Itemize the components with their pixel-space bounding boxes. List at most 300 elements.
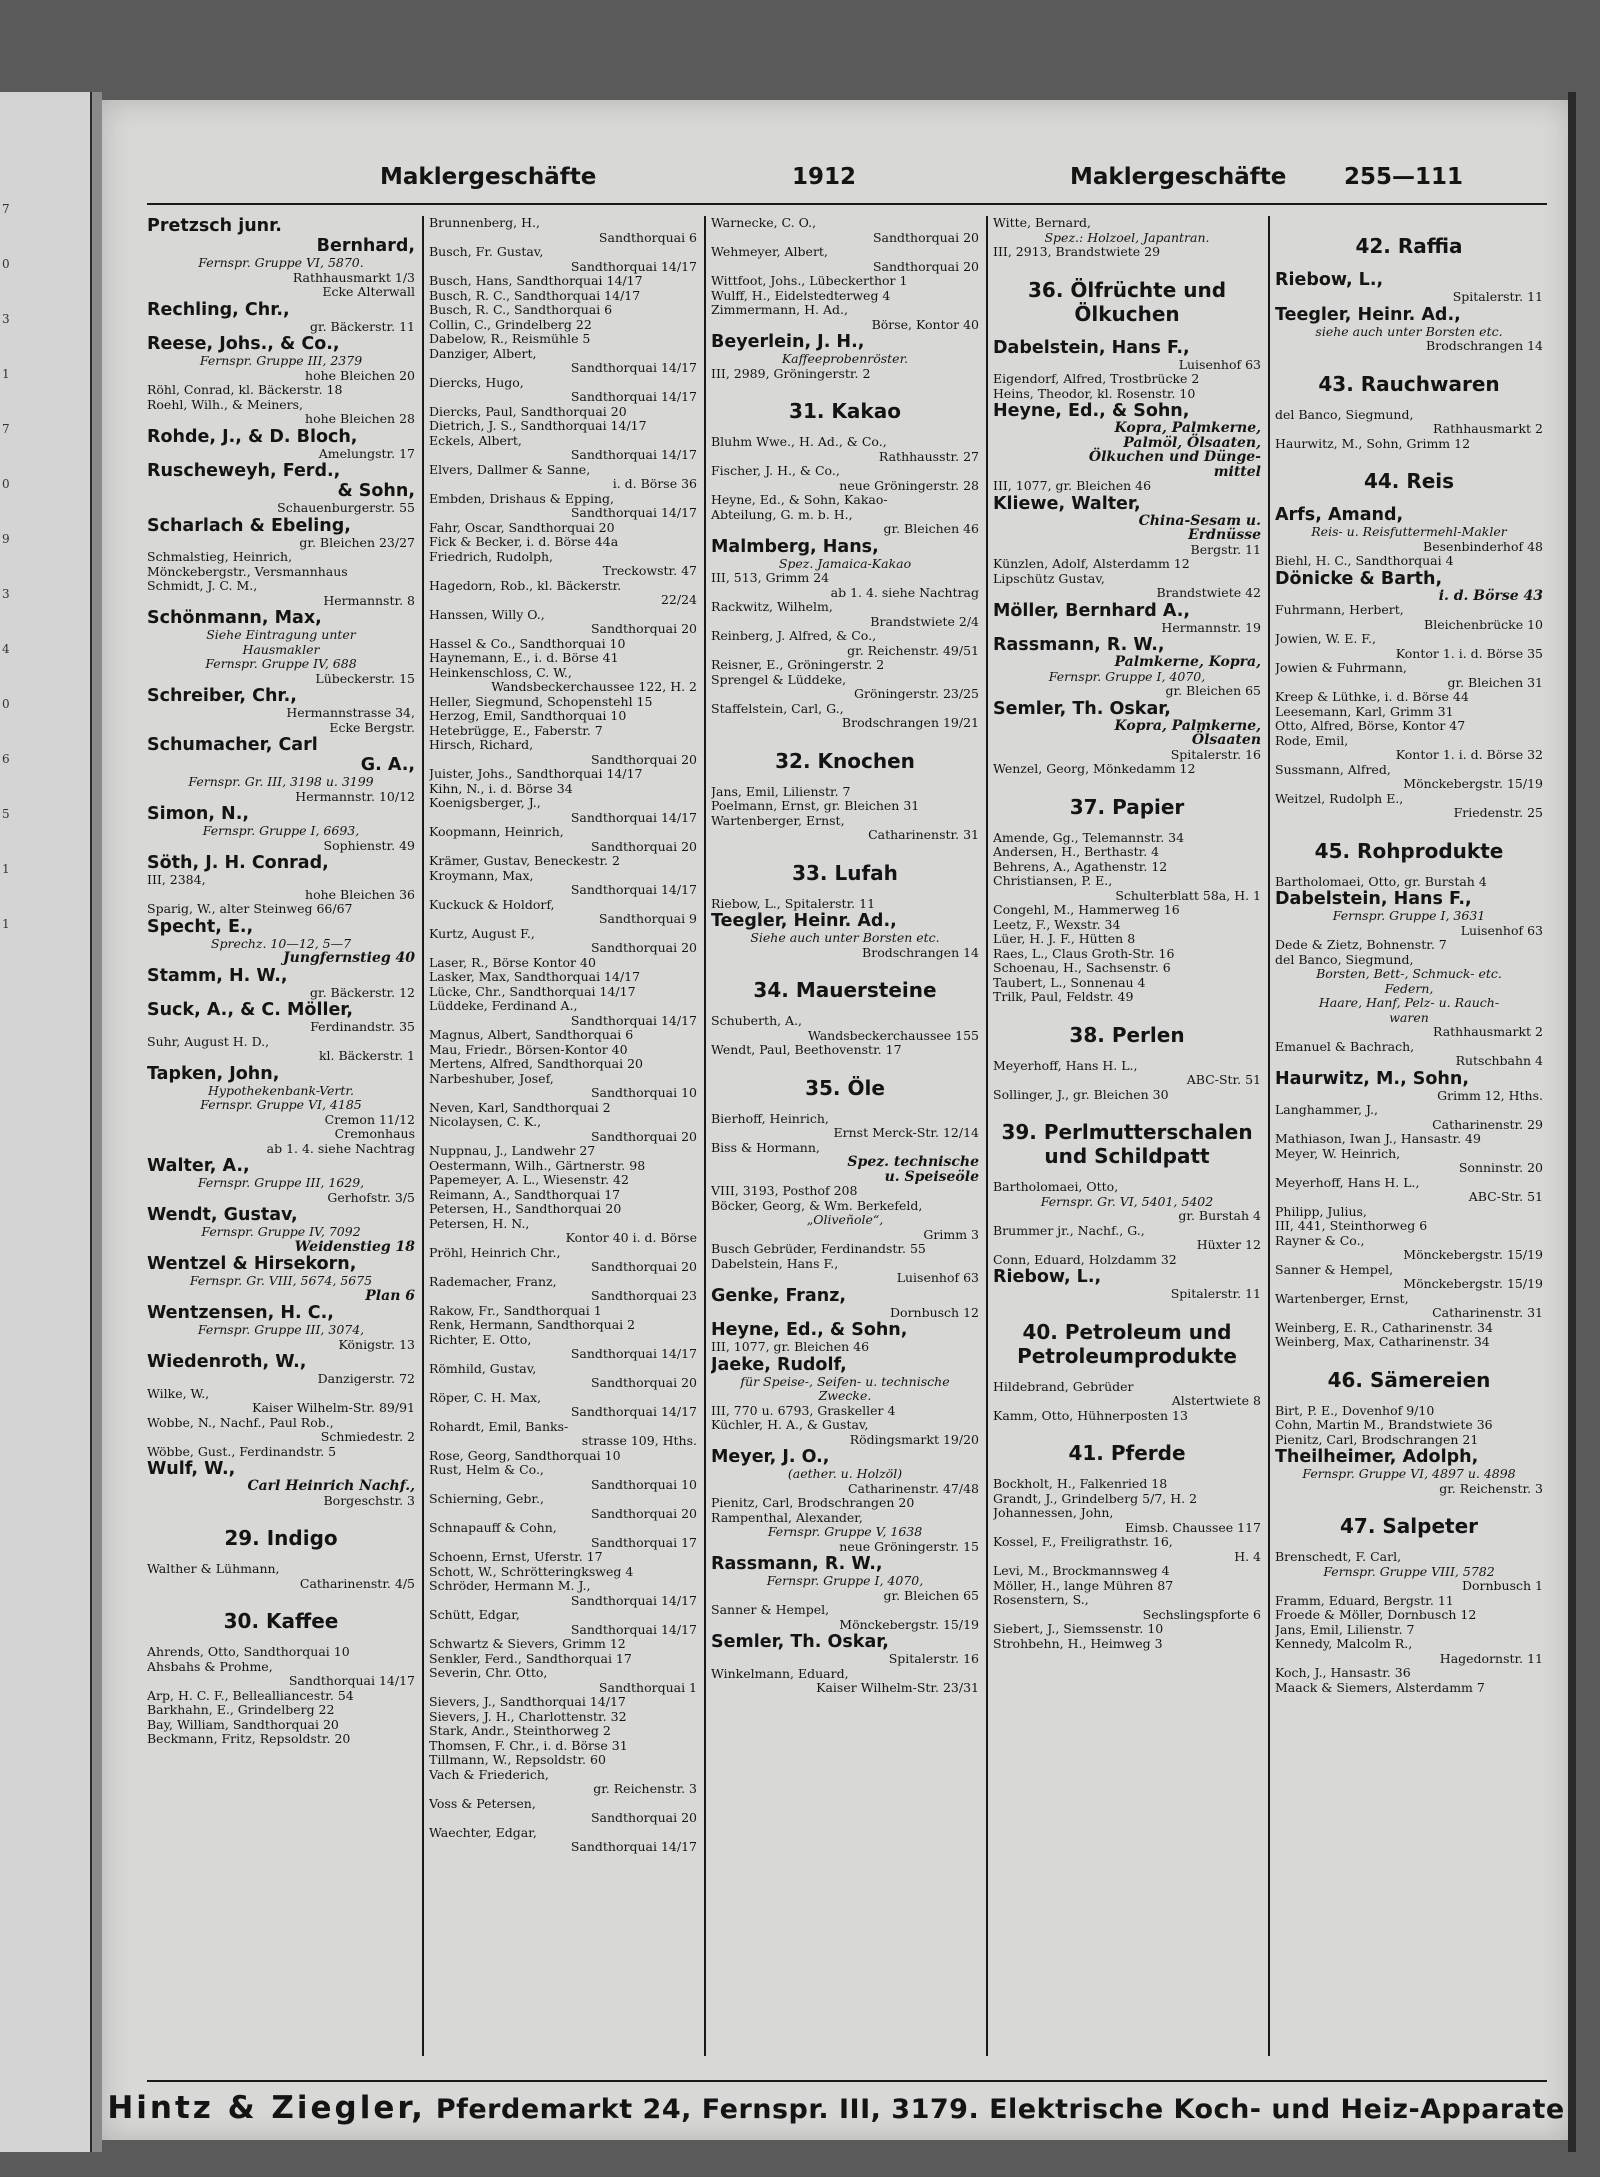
entry-address: Sandthorquai 14/17 (570, 1346, 697, 1361)
entry-line: Froede & Möller, Dornbusch 12 (1275, 1607, 1477, 1622)
entry-line: Schwartz & Sievers, Grimm 12 (429, 1636, 626, 1651)
entry-name: Möller, Bernhard A., (993, 600, 1191, 621)
entry-address: Spitalerstr. 11 (1170, 1286, 1261, 1301)
section-heading: 29. Indigo (224, 1526, 338, 1550)
entry-address: Sandthorquai 14/17 (570, 1839, 697, 1854)
entry-address: Mönckebergstr. 15/19 (839, 1616, 979, 1632)
entry-line: Diercks, Hugo, (429, 374, 524, 390)
column-2 (429, 216, 697, 2096)
entry-address: Luisenhof 63 (896, 1270, 979, 1285)
entry-address: Ecke Bergstr. (329, 719, 415, 735)
directory-entry (993, 601, 1261, 636)
entry-note: Zwecke. (818, 1388, 872, 1403)
prev-page-fragment: 6 (2, 752, 10, 766)
entry-address: Kontor 40 i. d. Börse (565, 1230, 697, 1245)
column-divider (1268, 216, 1270, 2056)
entry-note: Fernspr. Gruppe VI, 5870. (198, 255, 364, 270)
directory-entry (993, 401, 1261, 494)
entry-emphasis: u. Speiseöle (884, 1168, 979, 1185)
entry-address: Hermannstr. 19 (1161, 619, 1261, 635)
entry-name: Ruscheweyh, Ferd., (147, 461, 341, 481)
entry-line: Strohbehn, H., Heimweg 3 (993, 1635, 1163, 1651)
entry-note: Hypothekenbank-Vertr. (207, 1082, 354, 1098)
entry-line: Voss & Petersen, (429, 1795, 536, 1811)
entry-name: Söth, J. H. Conrad, (147, 853, 329, 873)
entry-name: Rassmann, R. W., (993, 635, 1165, 655)
prev-page-fragment: 3 (2, 312, 10, 326)
entry-address: Sandthorquai 14/17 (570, 389, 697, 404)
entry-line: Weinberg, E. R., Catharinenstr. 34 (1275, 1319, 1493, 1335)
entry-address: Schmiedestr. 2 (320, 1429, 415, 1444)
entry-address: Sandthorquai 6 (598, 229, 697, 245)
directory-entry (147, 216, 415, 300)
entry-line: Staffelstein, Carl, G., (711, 700, 844, 716)
entry-note: Spez. Jamaica-Kakao (778, 555, 912, 571)
entry-line: Rode, Emil, (1275, 732, 1349, 748)
entry-note: Fernspr. Gruppe I, 4070, (766, 1573, 924, 1588)
entry-line: Wartenberger, Ernst, (711, 812, 845, 828)
column-1 (147, 216, 415, 2096)
entry-address: Kaiser Wilhelm-Str. 89/91 (252, 1400, 415, 1415)
entry-address: hohe Bleichen 36 (305, 886, 415, 902)
entry-line: Bartholomaei, Otto, (993, 1179, 1119, 1194)
entry-line: Bierhoff, Heinrich, (711, 1110, 829, 1126)
entry-line: Dabelow, R., Reismühle 5 (429, 331, 591, 346)
entry-line: III, 2913, Brandstwiete 29 (993, 244, 1161, 259)
directory-entry (147, 917, 415, 966)
section-heading: 40. Petroleum und Petroleumprodukte (1017, 1319, 1237, 1368)
entry-address: Sandthorquai 20 (590, 621, 697, 636)
entry-line: Philipp, Julius, (1275, 1203, 1367, 1219)
entry-address: Sandthorquai 20 (590, 838, 697, 854)
entry-address: Catharinenstr. 31 (1432, 1305, 1543, 1320)
entry-line: III, 441, Steinthorweg 6 (1275, 1218, 1428, 1233)
entry-line: Stark, Andr., Steinthorweg 2 (429, 1723, 611, 1738)
entry-line: Nuppnau, J., Landwehr 27 (429, 1143, 596, 1158)
entry-line: Schmalstieg, Heinrich, (147, 549, 293, 564)
entry-address: H. 4 (1234, 1548, 1261, 1564)
entry-line: Sussmann, Alfred, (1275, 761, 1391, 777)
directory-entry (1275, 270, 1543, 305)
entry-address: Luisenhof 63 (1460, 922, 1543, 938)
entry-line: Schott, W., Schrötteringksweg 4 (429, 1563, 634, 1579)
entry-note: für Speise-, Seifen- u. technische (740, 1373, 950, 1389)
directory-entry (711, 1632, 979, 1696)
directory-entry (711, 785, 979, 843)
entry-address: Sandthorquai 20 (590, 1810, 697, 1825)
entry-note: siehe auch unter Borsten etc. (1315, 323, 1503, 339)
entry-note: Hausmakler (242, 641, 320, 657)
entry-address: Catharinenstr. 4/5 (299, 1575, 415, 1591)
entry-line: Kamm, Otto, Hühnerposten 13 (993, 1407, 1188, 1423)
entry-line: Rust, Helm & Co., (429, 1462, 544, 1477)
entry-address: Ernst Merck-Str. 12/14 (833, 1125, 979, 1140)
entry-emphasis: Kopra, Palmkerne, (1114, 420, 1261, 436)
entry-address: Sandthorquai 20 (590, 1259, 697, 1274)
entry-line: Zimmermann, H. Ad., (711, 302, 848, 317)
entry-line: Lüddeke, Ferdinand A., (429, 998, 578, 1013)
entry-line: Rademacher, Franz, (429, 1273, 557, 1289)
entry-line: Jans, Emil, Lilienstr. 7 (1275, 1621, 1415, 1637)
directory-entry (993, 1180, 1261, 1267)
directory-entry (1275, 569, 1543, 821)
entry-line: Hirsch, Richard, (429, 737, 534, 752)
footer-brand: Hintz & Ziegler, (107, 2090, 426, 2126)
entry-line: Raes, L., Claus Groth-Str. 16 (993, 945, 1175, 961)
entry-line: Lipschütz Gustav, (993, 570, 1105, 586)
entry-line: Mertens, Alfred, Sandthorquai 20 (429, 1056, 644, 1071)
directory-entry (711, 1320, 979, 1355)
entry-address: Sandthorquai 14/17 (570, 1404, 697, 1419)
directory-entry (993, 831, 1261, 1005)
entry-line: Schoenn, Ernst, Uferstr. 17 (429, 1549, 603, 1564)
section-heading: 42. Raffia (1355, 234, 1463, 258)
entry-address: Besenbinderhof 48 (1423, 538, 1543, 554)
entry-name: Wentzensen, H. C., (147, 1303, 334, 1323)
entry-address: 22/24 (660, 592, 697, 607)
entry-line: Andersen, H., Berthastr. 4 (993, 844, 1160, 859)
directory-entry (147, 1064, 415, 1157)
entry-line: Fischer, J. H., & Co., (711, 463, 840, 478)
entry-note: Federn, (1384, 980, 1434, 996)
entry-address: Sandthorquai 20 (872, 258, 979, 274)
entry-line: Röper, C. H. Max, (429, 1389, 542, 1405)
entry-line: Bartholomaei, Otto, gr. Burstah 4 (1275, 873, 1487, 889)
entry-line: Hetebrügge, E., Faberstr. 7 (429, 722, 603, 738)
entry-line: Richter, E. Otto, (429, 1331, 532, 1347)
section-heading: 37. Papier (1069, 794, 1185, 819)
entry-line: Mönckebergstr., Versmannhaus (147, 563, 348, 579)
entry-address: Brodschrangen 14 (1426, 338, 1543, 353)
entry-line: III, 1077, gr. Bleichen 46 (711, 1339, 870, 1354)
entry-note: Fernspr. Gr. VIII, 5674, 5675 (189, 1273, 373, 1288)
entry-line: Eckels, Albert, (429, 432, 522, 448)
entry-address: Bergstr. 11 (1190, 541, 1261, 557)
prev-page-fragment: 3 (2, 587, 10, 601)
entry-line: III, 513, Grimm 24 (711, 570, 830, 585)
directory-entry (711, 537, 979, 731)
entry-line: Neven, Karl, Sandthorquai 2 (429, 1099, 611, 1115)
entry-line: Krämer, Gustav, Beneckestr. 2 (429, 853, 620, 868)
entry-address: gr. Bleichen 46 (883, 521, 979, 536)
entry-note: Haare, Hanf, Pelz- u. Rauch- (1318, 995, 1500, 1010)
entry-line: Warnecke, C. O., (711, 216, 817, 230)
entry-address: Kaiser Wilhelm-Str. 23/31 (816, 1680, 979, 1695)
directory-entry (711, 1355, 979, 1419)
directory-page (102, 100, 1570, 2140)
directory-entry (993, 635, 1261, 699)
directory-entry (147, 1303, 415, 1352)
entry-address: Dornbusch 12 (890, 1304, 979, 1320)
entry-address: Wandsbeckerchaussee 155 (807, 1027, 979, 1043)
entry-address: Catharinenstr. 47/48 (847, 1480, 979, 1496)
prev-page-fragment: 1 (2, 862, 10, 876)
entry-line: Elvers, Dallmer & Sanne, (429, 461, 591, 477)
entry-line: Mau, Friedr., Börsen-Kontor 40 (429, 1041, 628, 1057)
directory-entry (147, 1000, 415, 1064)
entry-address: Sandthorquai 20 (590, 940, 697, 955)
entry-line: Reimann, A., Sandthorquai 17 (429, 1186, 621, 1202)
entry-line: Conn, Eduard, Holzdamm 32 (993, 1251, 1177, 1267)
entry-address: Sandthorquai 10 (590, 1476, 697, 1492)
entry-address: hohe Bleichen 20 (305, 367, 415, 383)
entry-line: Tillmann, W., Repsoldstr. 60 (429, 1752, 606, 1767)
entry-line: Grandt, J., Grindelberg 5/7, H. 2 (993, 1490, 1198, 1506)
entry-line: Rose, Georg, Sandthorquai 10 (429, 1447, 621, 1463)
entry-address: Sandthorquai 20 (590, 751, 697, 767)
entry-line: Meyerhoff, Hans H. L., (993, 1057, 1138, 1073)
entry-address: Mönckebergstr. 15/19 (1403, 1276, 1543, 1291)
previous-page-edge (0, 92, 92, 2152)
entry-name: Heyne, Ed., & Sohn, (993, 401, 1190, 421)
directory-entry (993, 1059, 1261, 1103)
entry-address: Rathhausmarkt 2 (1433, 421, 1543, 436)
entry-line: Schuberth, A., (711, 1013, 803, 1028)
entry-name-cont: Bernhard, (316, 236, 415, 256)
section-heading: 44. Reis (1363, 469, 1455, 493)
entry-line: Lasker, Max, Sandthorquai 14/17 (429, 969, 641, 984)
entry-address: Danzigerstr. 72 (317, 1371, 415, 1386)
entry-address: Gröningerstr. 23/25 (854, 686, 979, 701)
directory-entry (147, 686, 415, 735)
entry-address: Brandstwiete 42 (1156, 585, 1261, 600)
entry-address: gr. Bleichen 31 (1447, 674, 1543, 690)
entry-address: Sandthorquai 14/17 (570, 1012, 697, 1028)
entry-line: Schnapauff & Cohn, (429, 1520, 557, 1535)
entry-name: Rechling, Chr., (147, 299, 290, 320)
entry-line: Fick & Becker, i. d. Börse 44a (429, 534, 619, 549)
entry-name: Jaeke, Rudolf, (711, 1354, 847, 1375)
entry-line: Wittfoot, Johs., Lübeckerthor 1 (711, 273, 908, 288)
entry-line: Jowien, W. E. F., (1275, 631, 1376, 646)
entry-line: Rayner & Co., (1275, 1232, 1365, 1248)
entry-line: III, 1077, gr. Bleichen 46 (993, 478, 1152, 493)
column-5 (1275, 216, 1543, 2096)
entry-note: Siehe Eintragung unter (206, 627, 356, 642)
entry-address: ab 1. 4. siehe Nachtrag (830, 584, 979, 600)
section-heading: 47. Salpeter (1339, 1514, 1479, 1538)
entry-name-cont: & Sohn, (337, 481, 415, 501)
entry-line: Cohn, Martin M., Brandstwiete 36 (1275, 1417, 1493, 1432)
entry-line: Jans, Emil, Lilienstr. 7 (711, 783, 851, 799)
directory-entry (147, 427, 415, 462)
entry-name: Walter, A., (147, 1156, 250, 1176)
header-year: 1912 (792, 164, 857, 190)
entry-name: Haurwitz, M., Sohn, (1275, 1068, 1469, 1089)
entry-line: Senkler, Ferd., Sandthorquai 17 (429, 1650, 632, 1666)
entry-name: Riebow, L., (993, 1267, 1102, 1287)
entry-line: Pienitz, Carl, Brodschrangen 21 (1275, 1431, 1479, 1447)
entry-address: Börse, Kontor 40 (871, 316, 979, 332)
entry-address: Luisenhof 63 (1178, 356, 1261, 372)
entry-line: Busch, Fr. Gustav, (429, 244, 544, 259)
entry-name: Tapken, John, (147, 1063, 280, 1084)
entry-line: Brunnenberg, H., (429, 216, 540, 230)
entry-emphasis: Ölsaaten (1191, 732, 1261, 748)
entry-line: Vach & Friederich, (429, 1766, 549, 1782)
entry-line: Hagedorn, Rob., kl. Bäckerstr. (429, 577, 622, 593)
entry-line: Sievers, J. H., Charlottenstr. 32 (429, 1708, 627, 1724)
entry-address: Brodschrangen 14 (862, 944, 979, 960)
directory-entry (1275, 505, 1543, 569)
entry-name: Schönmann, Max, (147, 608, 322, 628)
section-heading: 30. Kaffee (223, 1609, 339, 1633)
entry-name: Genke, Franz, (711, 1285, 847, 1306)
directory-entry (993, 1477, 1261, 1651)
entry-line: Thomsen, F. Chr., i. d. Börse 31 (429, 1737, 628, 1753)
entry-line: Oestermann, Wilh., Gärtnerstr. 98 (429, 1157, 646, 1173)
directory-entry (147, 1254, 415, 1303)
entry-name: Teegler, Heinr. Ad., (711, 911, 897, 931)
section-heading: 34. Mauersteine (753, 978, 937, 1002)
entry-line: Christiansen, P. E., (993, 873, 1113, 888)
entry-line: Reinberg, J. Alfred, & Co., (711, 628, 877, 643)
entry-address: Catharinenstr. 31 (868, 827, 979, 842)
entry-address: Sandthorquai 14/17 (288, 1673, 415, 1688)
directory-entry (993, 1267, 1261, 1302)
entry-line: Römhild, Gustav, (429, 1360, 537, 1376)
entry-line: Friedrich, Rudolph, (429, 548, 554, 564)
entry-note: Fernspr. Gruppe VI, 4897 u. 4898 (1302, 1466, 1516, 1481)
entry-line: Küchler, H. A., & Gustav, (711, 1417, 869, 1432)
entry-address: Kontor 1. i. d. Börse 35 (1395, 645, 1543, 661)
page-number: 255—111 (1344, 164, 1464, 190)
header-right-title: Maklergeschäfte (1070, 164, 1287, 190)
entry-line: Busch, R. C., Sandthorquai 14/17 (429, 287, 641, 303)
entry-address: Sandthorquai 14/17 (570, 882, 697, 897)
entry-line: Heller, Siegmund, Schopenstehl 15 (429, 693, 653, 709)
entry-emphasis: China-Sesam u. (1138, 512, 1261, 529)
directory-entry (147, 461, 415, 516)
entry-line: Langhammer, J., (1275, 1102, 1378, 1117)
entry-address: Sandthorquai 10 (590, 1085, 697, 1100)
entry-name: Malmberg, Hans, (711, 536, 879, 557)
entry-line: Schoenau, H., Sachsenstr. 6 (993, 960, 1171, 975)
entry-line: Bockholt, H., Falkenried 18 (993, 1476, 1168, 1491)
entry-emphasis: Jungfernstieg 40 (283, 950, 415, 966)
entry-line: Böcker, Georg, & Wm. Berkefeld, (711, 1197, 923, 1213)
entry-line: Herzog, Emil, Sandthorquai 10 (429, 708, 627, 723)
entry-line: Biehl, H. C., Sandthorquai 4 (1275, 553, 1454, 568)
entry-name: Rassmann, R. W., (711, 1554, 883, 1574)
entry-line: Fahr, Oscar, Sandthorquai 20 (429, 519, 615, 535)
columns-container (147, 216, 1547, 2096)
entry-address: Brodschrangen 19/21 (841, 715, 979, 730)
entry-line: Arp, H. C. F., Bellealliancestr. 54 (147, 1687, 354, 1703)
entry-line: Witte, Bernard, (993, 216, 1092, 230)
entry-line: Bay, William, Sandthorquai 20 (147, 1716, 339, 1732)
entry-line: Koenigsberger, J., (429, 795, 541, 810)
entry-line: Collin, C., Grindelberg 22 (429, 316, 592, 332)
entry-note: Fernspr. Gruppe VIII, 5782 (1323, 1563, 1495, 1579)
entry-line: Busch Gebrüder, Ferdinandstr. 55 (711, 1241, 926, 1256)
entry-address: Grimm 3 (923, 1226, 979, 1242)
entry-address: i. d. Börse 36 (612, 476, 697, 491)
page-edge (1568, 92, 1576, 2152)
entry-address: Sandthorquai 20 (872, 229, 979, 245)
prev-page-fragment: 0 (2, 477, 10, 491)
entry-address: gr. Burstah 4 (1178, 1208, 1261, 1223)
entry-line: Amende, Gg., Telemannstr. 34 (993, 829, 1185, 845)
directory-entry (1275, 875, 1543, 890)
entry-address: Hermannstr. 10/12 (295, 788, 415, 804)
directory-entry (147, 966, 415, 1001)
entry-emphasis: Plan 6 (365, 1287, 415, 1304)
entry-name: Dabelstein, Hans F., (993, 337, 1190, 358)
directory-entry (147, 1645, 415, 1747)
entry-address: gr. Bleichen 23/27 (299, 534, 415, 550)
entry-note: Fernspr. Gruppe V, 1638 (767, 1524, 923, 1539)
entry-note: Borsten, Bett-, Schmuck- etc. (1316, 966, 1502, 981)
entry-address: Borgeschstr. 3 (323, 1492, 415, 1508)
column-divider (422, 216, 424, 2056)
directory-entry (711, 1418, 979, 1447)
entry-line: Schierning, Gebr., (429, 1491, 544, 1506)
section-heading: 36. Ölfrüchte und Ölkuchen (1027, 277, 1227, 326)
entry-address: gr. Reichenstr. 49/51 (847, 642, 979, 658)
entry-address: Dornbusch 1 (1461, 1578, 1543, 1593)
entry-name: Riebow, L., (1275, 270, 1384, 290)
directory-entry (711, 897, 979, 912)
entry-line: Siebert, J., Siemssenstr. 10 (993, 1621, 1164, 1636)
directory-entry (993, 699, 1261, 777)
entry-address: Sechslingspforte 6 (1142, 1606, 1261, 1622)
directory-entry (147, 300, 415, 335)
entry-address: Bleichenbrücke 10 (1424, 616, 1543, 632)
entry-note: Fernspr. Gruppe IV, 688 (205, 656, 357, 671)
entry-line: Koopmann, Heinrich, (429, 824, 564, 839)
entry-note: Reis- u. Reisfuttermehl-Makler (1311, 524, 1507, 539)
directory-entry (147, 1459, 415, 1508)
entry-line: Nicolaysen, C. K., (429, 1114, 542, 1129)
entry-line: Rohardt, Emil, Banks- (429, 1418, 569, 1434)
entry-address: neue Gröningerstr. 15 (839, 1538, 979, 1554)
entry-line: Riebow, L., Spitalerstr. 11 (711, 895, 876, 911)
entry-line: Mathiason, Iwan J., Hansastr. 49 (1275, 1131, 1481, 1146)
entry-line: Leesemann, Karl, Grimm 31 (1275, 703, 1454, 719)
entry-name: Rohde, J., & D. Bloch, (147, 426, 358, 447)
entry-note: Fernspr. Gruppe IV, 7092 (201, 1224, 361, 1239)
directory-entry (1275, 305, 1543, 354)
entry-emphasis: Erdnüsse (1188, 527, 1261, 543)
directory-entry (147, 608, 415, 686)
directory-entry (993, 216, 1261, 260)
entry-emphasis: Ölkuchen und Dünge- (1088, 449, 1261, 465)
directory-entry (711, 1014, 979, 1058)
entry-line: Weinberg, Max, Catharinenstr. 34 (1275, 1334, 1490, 1349)
prev-page-fragment: 1 (2, 367, 10, 381)
entry-address: Sandthorquai 14/17 (570, 505, 697, 520)
entry-line: Behrens, A., Agathenstr. 12 (993, 858, 1168, 874)
entry-name: Stamm, H. W., (147, 965, 288, 986)
entry-line: Laser, R., Börse Kontor 40 (429, 954, 596, 970)
column-4 (993, 216, 1261, 2096)
entry-address: Rathhausmarkt 2 (1433, 1024, 1543, 1039)
entry-address: Spitalerstr. 16 (1170, 746, 1261, 762)
entry-line: Waechter, Edgar, (429, 1824, 537, 1840)
entry-name: Beyerlein, J. H., (711, 332, 865, 352)
entry-line: Magnus, Albert, Sandthorquai 6 (429, 1027, 634, 1042)
entry-address: Rutschbahn 4 (1455, 1053, 1543, 1068)
entry-line: Sievers, J., Sandthorquai 14/17 (429, 1694, 626, 1709)
directory-entry (711, 216, 979, 332)
entry-address: gr. Bäckerstr. 12 (309, 984, 415, 1000)
entry-note: Fernspr. Gruppe III, 2379 (199, 353, 363, 368)
entry-address: Catharinenstr. 29 (1432, 1116, 1543, 1132)
entry-address: Grimm 12, Hths. (1437, 1087, 1543, 1103)
entry-address: neue Gröningerstr. 28 (839, 477, 979, 493)
footer-text: Pferdemarkt 24, Fernspr. III, 3179. Elektrische Koch- und Heiz-Apparate (435, 2094, 1565, 2125)
